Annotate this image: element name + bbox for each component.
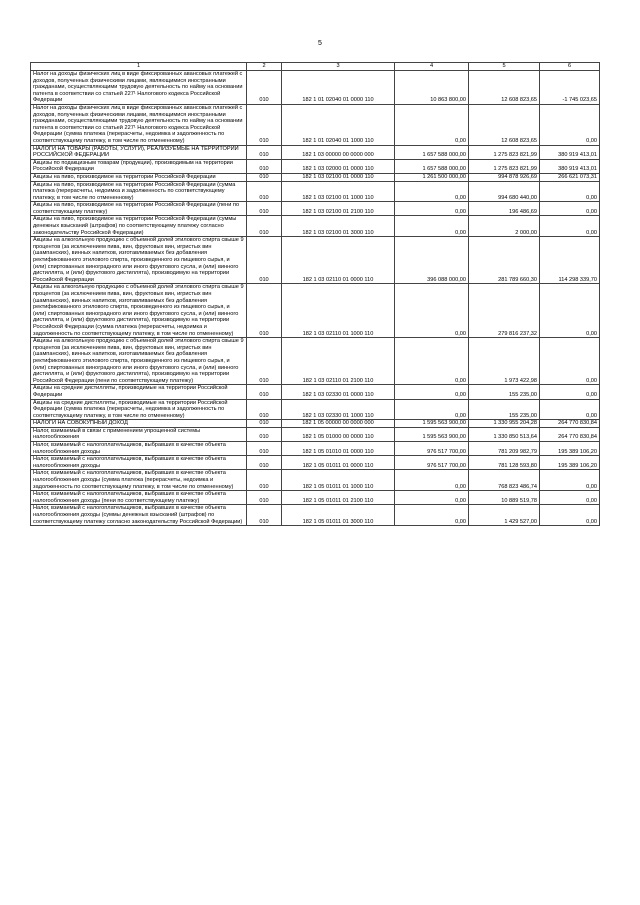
row-approved: 0,00	[395, 284, 469, 338]
column-header: 4	[395, 63, 469, 71]
row-unexecuted: 195 389 106,20	[540, 456, 600, 470]
row-approved: 976 517 700,00	[395, 456, 469, 470]
row-budget-code: 182 1 05 01011 01 0000 110	[282, 456, 395, 470]
row-budget-code: 182 1 05 01010 01 0000 110	[282, 442, 395, 456]
page-number: 5	[318, 40, 322, 47]
row-executed: 781 209 982,79	[469, 442, 540, 456]
row-approved: 0,00	[395, 181, 469, 202]
row-unexecuted: 0,00	[540, 491, 600, 505]
table-row	[31, 104, 600, 145]
row-approved: 0,00	[395, 399, 469, 420]
row-executed: 10 889 519,78	[469, 491, 540, 505]
table-row	[31, 181, 600, 202]
row-approved: 0,00	[395, 505, 469, 526]
table-row	[31, 237, 600, 284]
table-header-row	[31, 63, 600, 71]
row-line-code: 010	[247, 427, 282, 441]
row-unexecuted: 0,00	[540, 181, 600, 202]
row-executed: 994 680 440,00	[469, 181, 540, 202]
table-row	[31, 159, 600, 173]
row-executed: 1 973 422,98	[469, 338, 540, 385]
row-approved: 1 595 563 900,00	[395, 420, 469, 428]
row-budget-code: 182 1 03 02100 01 1000 110	[282, 181, 395, 202]
row-budget-code: 182 1 05 01011 01 1000 110	[282, 470, 395, 491]
row-budget-code: 182 1 03 00000 00 0000 000	[282, 145, 395, 159]
row-name: Акцизы на алкогольную продукцию с объемной долей этилового спирта свыше 9 процентов (за исключением пива, вин, фруктовых вин, игристых вин (шампанских), винных напитков, изготавливаемых без добавления ректификованного этилового спирта, произведенного из пищевого сырья, и (или) спиртованных виноградного или иного фруктового сусла, и (или) винного дистиллята, и (или) фруктового дистиллята), производимую на территории Российской Федерации (пени по соответствующему платежу)	[31, 338, 247, 385]
table-row	[31, 470, 600, 491]
row-unexecuted: 0,00	[540, 284, 600, 338]
row-budget-code: 182 1 03 02330 01 1000 110	[282, 399, 395, 420]
row-line-code: 010	[247, 216, 282, 237]
row-budget-code: 182 1 03 02110 01 0000 110	[282, 237, 395, 284]
row-line-code: 010	[247, 491, 282, 505]
row-executed: 781 128 593,80	[469, 456, 540, 470]
column-header: 1	[31, 63, 247, 71]
row-line-code: 010	[247, 284, 282, 338]
row-approved: 0,00	[395, 216, 469, 237]
row-budget-code: 182 1 01 02040 01 1000 110	[282, 104, 395, 145]
row-name: Налог, взимаемый с налогоплательщиков, выбравших в качестве объекта налогообложения доходы	[31, 456, 247, 470]
row-unexecuted: 0,00	[540, 202, 600, 216]
row-approved: 976 517 700,00	[395, 442, 469, 456]
table-row	[31, 385, 600, 399]
row-executed: 2 000,00	[469, 216, 540, 237]
row-budget-code: 182 1 03 02330 01 0000 110	[282, 385, 395, 399]
row-executed: 1 275 823 821,99	[469, 159, 540, 173]
table-row	[31, 456, 600, 470]
row-executed: 155 235,00	[469, 385, 540, 399]
row-approved: 1 595 563 900,00	[395, 427, 469, 441]
row-executed: 12 608 823,65	[469, 71, 540, 105]
row-line-code: 010	[247, 237, 282, 284]
row-budget-code: 182 1 05 00000 00 0000 000	[282, 420, 395, 428]
row-approved: 0,00	[395, 470, 469, 491]
row-budget-code: 182 1 01 02040 01 0000 110	[282, 71, 395, 105]
table-row	[31, 427, 600, 441]
row-name: Налог, взимаемый с налогоплательщиков, выбравших в качестве объекта налогообложения доходы (пени по соответствующему платежу)	[31, 491, 247, 505]
row-unexecuted: 264 770 830,84	[540, 427, 600, 441]
table-row	[31, 145, 600, 159]
table-row	[31, 202, 600, 216]
row-line-code: 010	[247, 173, 282, 181]
row-name: Налог на доходы физических лиц в виде фиксированных авансовых платежей с доходов, полученных физическими лицами, являющимися иностранными гражданами, осуществляющими трудовую деятельность по найму на основании патента в соответствии со статьей 227¹ Налогового кодекса Российской Федерации	[31, 71, 247, 105]
column-header: 5	[469, 63, 540, 71]
row-budget-code: 182 1 03 02100 01 3000 110	[282, 216, 395, 237]
row-unexecuted: 0,00	[540, 399, 600, 420]
row-executed: 1 330 955 204,28	[469, 420, 540, 428]
row-name: Налог, взимаемый с налогоплательщиков, выбравших в качестве объекта налогообложения доходы (суммы денежных взысканий (штрафов) по соответствующему платежу согласно законодательству Российской Федерации)	[31, 505, 247, 526]
row-name: НАЛОГИ НА ТОВАРЫ (РАБОТЫ, УСЛУГИ), РЕАЛИЗУЕМЫЕ НА ТЕРРИТОРИИ РОССИЙСКОЙ ФЕДЕРАЦИИ	[31, 145, 247, 159]
row-line-code: 010	[247, 181, 282, 202]
row-executed: 768 823 486,74	[469, 470, 540, 491]
row-executed: 12 608 823,65	[469, 104, 540, 145]
row-name: Акцизы на средние дистилляты, производимые на территории Российской Федерации	[31, 385, 247, 399]
row-unexecuted: -1 745 023,65	[540, 71, 600, 105]
row-name: Налог на доходы физических лиц в виде фиксированных авансовых платежей с доходов, полученных физическими лицами, являющимися иностранными гражданами, осуществляющими трудовую деятельность по найму на основании патента в соответствии со статьей 227¹ Налогового кодекса Российской Федерации (сумма платежа (перерасчеты, недоимка и задолженность по соответствующему платежу, в том числе по отмененному)	[31, 104, 247, 145]
row-unexecuted: 264 770 830,84	[540, 420, 600, 428]
row-budget-code: 182 1 03 02110 01 2100 110	[282, 338, 395, 385]
table-row	[31, 71, 600, 105]
row-executed: 196 486,69	[469, 202, 540, 216]
row-unexecuted: 195 389 106,20	[540, 442, 600, 456]
row-unexecuted: 380 919 413,01	[540, 145, 600, 159]
row-line-code: 010	[247, 159, 282, 173]
row-name: Акцизы на пиво, производимое на территории Российской Федерации	[31, 173, 247, 181]
row-executed: 281 789 660,30	[469, 237, 540, 284]
table-row	[31, 420, 600, 428]
row-approved: 1 657 588 000,00	[395, 145, 469, 159]
table-row	[31, 338, 600, 385]
row-line-code: 010	[247, 420, 282, 428]
row-approved: 10 863 800,00	[395, 71, 469, 105]
row-name: Акцизы по подакцизным товарам (продукции), производимым на территории Российской Федерации	[31, 159, 247, 173]
row-line-code: 010	[247, 399, 282, 420]
row-executed: 1 330 850 513,64	[469, 427, 540, 441]
row-budget-code: 182 1 05 01011 01 3000 110	[282, 505, 395, 526]
row-unexecuted: 114 298 339,70	[540, 237, 600, 284]
row-name: Налог, взимаемый в связи с применением упрощенной системы налогообложения	[31, 427, 247, 441]
row-name: Акцизы на средние дистилляты, производимые на территории Российской Федерации (сумма платежа (перерасчеты, недоимка и задолженность по соответствующему платежу, в том числе по отмененному)	[31, 399, 247, 420]
row-budget-code: 182 1 03 02110 01 1000 110	[282, 284, 395, 338]
row-line-code: 010	[247, 145, 282, 159]
row-budget-code: 182 1 05 01000 00 0000 110	[282, 427, 395, 441]
table-row	[31, 505, 600, 526]
column-header: 3	[282, 63, 395, 71]
row-unexecuted: 266 621 073,31	[540, 173, 600, 181]
row-approved: 1 261 500 000,00	[395, 173, 469, 181]
row-unexecuted: 0,00	[540, 104, 600, 145]
row-name: Акцизы на алкогольную продукцию с объемной долей этилового спирта свыше 9 процентов (за исключением пива, вин, фруктовых вин, игристых вин (шампанских), винных напитков, изготавливаемых без добавления ректификованного этилового спирта, произведенного из пищевого сырья, и (или) спиртованных виноградного или иного фруктового сусла, и (или) винного дистиллята, и (или) фруктового дистиллята), производимую на территории Российской Федерации	[31, 237, 247, 284]
row-budget-code: 182 1 03 02100 01 0000 110	[282, 173, 395, 181]
row-approved: 0,00	[395, 385, 469, 399]
row-line-code: 010	[247, 71, 282, 105]
row-name: Акцизы на пиво, производимое на территории Российской Федерации (пени по соответствующему платежу)	[31, 202, 247, 216]
row-approved: 0,00	[395, 202, 469, 216]
table-row	[31, 399, 600, 420]
row-name: Налог, взимаемый с налогоплательщиков, выбравших в качестве объекта налогообложения доходы	[31, 442, 247, 456]
row-budget-code: 182 1 03 02000 01 0000 110	[282, 159, 395, 173]
table-row	[31, 491, 600, 505]
row-name: Акцизы на алкогольную продукцию с объемной долей этилового спирта свыше 9 процентов (за исключением пива, вин, фруктовых вин, игристых вин (шампанских), винных напитков, изготавливаемых без добавления ректификованного этилового спирта, произведенного из пищевого сырья, и (или) спиртованных виноградного или иного фруктового сусла, и (или) винного дистиллята, и (или) фруктового дистиллята), производимую на территории Российской Федерации (сумма платежа (перерасчеты, недоимка и задолженность по соответствующему платежу, в том числе по отмененному)	[31, 284, 247, 338]
row-budget-code: 182 1 03 02100 01 2100 110	[282, 202, 395, 216]
row-line-code: 010	[247, 442, 282, 456]
row-name: Акцизы на пиво, производимое на территории Российской Федерации (суммы денежных взысканий (штрафов) по соответствующему платежу согласно законодательству Российской Федерации)	[31, 216, 247, 237]
row-executed: 1 429 527,00	[469, 505, 540, 526]
row-approved: 396 088 000,00	[395, 237, 469, 284]
row-name: НАЛОГИ НА СОВОКУПНЫЙ ДОХОД	[31, 420, 247, 428]
table-row	[31, 216, 600, 237]
row-executed: 155 235,00	[469, 399, 540, 420]
row-unexecuted: 380 919 413,01	[540, 159, 600, 173]
row-line-code: 010	[247, 385, 282, 399]
row-line-code: 010	[247, 470, 282, 491]
row-unexecuted: 0,00	[540, 338, 600, 385]
row-line-code: 010	[247, 456, 282, 470]
row-unexecuted: 0,00	[540, 505, 600, 526]
table-row	[31, 284, 600, 338]
row-line-code: 010	[247, 338, 282, 385]
table-row	[31, 173, 600, 181]
row-approved: 0,00	[395, 338, 469, 385]
row-approved: 0,00	[395, 104, 469, 145]
row-executed: 279 816 237,32	[469, 284, 540, 338]
column-header: 2	[247, 63, 282, 71]
row-executed: 1 275 823 821,99	[469, 145, 540, 159]
row-line-code: 010	[247, 202, 282, 216]
row-approved: 1 657 588 000,00	[395, 159, 469, 173]
row-line-code: 010	[247, 505, 282, 526]
row-unexecuted: 0,00	[540, 470, 600, 491]
revenue-table	[30, 62, 600, 526]
row-budget-code: 182 1 05 01011 01 2100 110	[282, 491, 395, 505]
row-unexecuted: 0,00	[540, 385, 600, 399]
column-header: 6	[540, 63, 600, 71]
row-name: Налог, взимаемый с налогоплательщиков, выбравших в качестве объекта налогообложения доходы (сумма платежа (перерасчеты, недоимка и задолженность по соответствующему платежу, в том числе по отмененному)	[31, 470, 247, 491]
row-approved: 0,00	[395, 491, 469, 505]
row-unexecuted: 0,00	[540, 216, 600, 237]
table-row	[31, 442, 600, 456]
table-body	[31, 71, 600, 526]
row-name: Акцизы на пиво, производимое на территории Российской Федерации (сумма платежа (перерасчеты, недоимка и задолженность по соответствующему платежу, в том числе по отмененному)	[31, 181, 247, 202]
row-line-code: 010	[247, 104, 282, 145]
row-executed: 994 878 926,69	[469, 173, 540, 181]
